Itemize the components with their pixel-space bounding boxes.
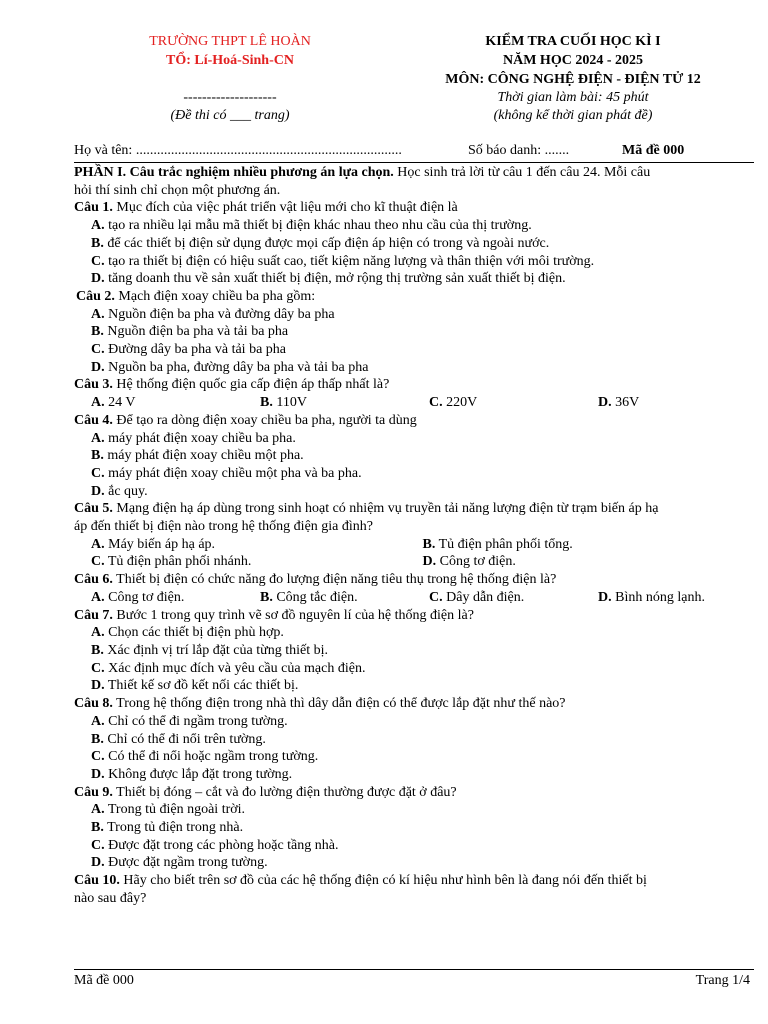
question-text: Mạch điện xoay chiều ba pha gồm: xyxy=(114,288,316,304)
exam-time: Thời gian làm bài: 45 phút xyxy=(497,90,649,105)
option-letter: C. xyxy=(429,395,443,411)
option-letter: C. xyxy=(91,342,105,358)
q9-option-c[interactable] xyxy=(74,837,754,855)
q3-option-c[interactable] xyxy=(429,394,598,412)
section-heading: PHẦN I. Câu trắc nghiệm nhiều phương án lựa chọn. xyxy=(74,165,394,180)
q7-option-b[interactable] xyxy=(74,642,754,660)
q1-option-c[interactable] xyxy=(74,253,754,271)
q9-option-b[interactable] xyxy=(74,819,754,837)
section-instruction-cont: hỏi thí sinh chỉ chọn một phương án. xyxy=(74,182,281,198)
option-text: 24 V xyxy=(104,395,136,411)
q5-option-d[interactable] xyxy=(423,553,755,571)
exam-content xyxy=(74,164,754,908)
q4-option-d[interactable] xyxy=(74,483,754,501)
option-text: tạo ra nhiều lại mẫu mã thiết bị điện khác nhau theo nhu cầu của thị trường. xyxy=(104,218,532,234)
q4-option-c[interactable] xyxy=(74,465,754,483)
option-text: Công tơ điện. xyxy=(104,589,185,605)
q7-option-d[interactable] xyxy=(74,677,754,695)
option-text: Không được lắp đặt trong tường. xyxy=(104,766,293,782)
option-text: Chọn các thiết bị điện phù hợp. xyxy=(104,625,284,641)
option-letter: A. xyxy=(91,589,105,605)
option-letter: D. xyxy=(91,855,105,871)
question-5 xyxy=(74,500,754,518)
q4-option-b[interactable] xyxy=(74,447,754,465)
option-letter: A. xyxy=(91,713,105,729)
option-text: Xác định mục đích và yêu cầu của mạch điện. xyxy=(104,660,366,676)
question-text: Bước 1 trong quy trình vẽ sơ đồ nguyên lí của hệ thống điện là? xyxy=(112,607,474,623)
school-year: NĂM HỌC 2024 - 2025 xyxy=(503,53,643,68)
exam-header xyxy=(0,32,768,127)
option-text: Có thể đi nổi hoặc ngầm trong tường. xyxy=(104,749,319,765)
option-letter: C. xyxy=(91,253,105,269)
option-text: ắc quy. xyxy=(104,483,148,499)
option-text: tạo ra thiết bị điện có hiệu suất cao, tiết kiệm năng lượng và thân thiện với môi trường. xyxy=(104,253,595,269)
question-9 xyxy=(74,784,754,802)
q4-option-a[interactable] xyxy=(74,430,754,448)
question-6 xyxy=(74,571,754,589)
option-text: tăng doanh thu về sản xuất thiết bị điện, mở rộng thị trường sản xuất thiết bị điện. xyxy=(104,271,566,287)
option-text: Tủ điện phân phối tổng. xyxy=(435,536,573,552)
option-letter: B. xyxy=(91,820,104,836)
question-5-cont: áp đến thiết bị điện nào trong hệ thống điện gia đình? xyxy=(74,519,373,535)
question-label: Câu 7. xyxy=(74,607,113,623)
question-text: Hãy cho biết trên sơ đồ của các hệ thống điện có kí hiệu như hình bên là đang nói đến thiết bị xyxy=(119,873,647,889)
option-text: Trong tủ điện ngoài trời. xyxy=(104,802,246,818)
option-text: Công tơ điện. xyxy=(436,554,516,570)
q3-option-d[interactable] xyxy=(598,394,639,412)
question-4 xyxy=(74,412,754,430)
option-text: Chỉ có thể đi nổi trên tường. xyxy=(103,731,266,747)
option-text: Trong tủ điện trong nhà. xyxy=(103,820,244,836)
option-letter: B. xyxy=(91,235,104,251)
option-text: Chỉ có thể đi ngầm trong tường. xyxy=(104,713,288,729)
option-letter: B. xyxy=(260,395,273,411)
option-letter: A. xyxy=(91,395,105,411)
question-10 xyxy=(74,872,754,890)
question-text: Mạng điện hạ áp dùng trong sinh hoạt có nhiệm vụ truyền tải năng lượng điện từ trạm biến áp hạ xyxy=(112,501,659,517)
option-letter: C. xyxy=(91,749,105,765)
option-text: Máy biến áp hạ áp. xyxy=(104,536,216,552)
question-text: Để tạo ra dòng điện xoay chiều ba pha, người ta dùng xyxy=(112,412,417,428)
option-text: Xác định vị trí lắp đặt của từng thiết bị. xyxy=(103,642,328,658)
q8-option-c[interactable] xyxy=(74,748,754,766)
option-letter: D. xyxy=(91,271,105,287)
q6-option-c[interactable] xyxy=(429,589,598,607)
option-text: Nguồn điện ba pha và đường dây ba pha xyxy=(104,306,335,322)
option-letter: A. xyxy=(91,430,105,446)
option-letter: C. xyxy=(429,589,443,605)
q8-option-b[interactable] xyxy=(74,731,754,749)
question-label: Câu 3. xyxy=(74,377,113,393)
q5-option-b[interactable] xyxy=(423,536,755,554)
question-label: Câu 10. xyxy=(74,873,120,889)
option-text: Nguồn ba pha, đường dây ba pha và tải ba pha xyxy=(104,359,369,375)
q2-option-b[interactable] xyxy=(74,323,754,341)
q1-option-d[interactable] xyxy=(74,270,754,288)
question-3 xyxy=(74,376,754,394)
option-letter: D. xyxy=(91,359,105,375)
option-letter: B. xyxy=(91,448,104,464)
option-letter: A. xyxy=(91,306,105,322)
q1-option-b[interactable] xyxy=(74,235,754,253)
exam-time-note: (không kể thời gian phát đề) xyxy=(493,108,653,123)
q5-options-row-1 xyxy=(74,536,754,554)
option-letter: B. xyxy=(91,642,104,658)
option-letter: B. xyxy=(260,589,273,605)
q8-option-a[interactable] xyxy=(74,713,754,731)
question-text: Hệ thống điện quốc gia cấp điện áp thấp nhất là? xyxy=(112,377,390,393)
header-divider xyxy=(74,162,754,163)
question-10-cont: nào sau đây? xyxy=(74,890,147,906)
option-letter: D. xyxy=(91,766,105,782)
question-text: Thiết bị điện có chức năng đo lượng điện năng tiêu thụ trong hệ thống điện là? xyxy=(112,572,557,588)
option-letter: A. xyxy=(91,536,105,552)
option-text: Công tắc điện. xyxy=(272,589,358,605)
q6-options xyxy=(74,589,754,607)
q5-option-a[interactable] xyxy=(91,536,423,554)
option-text: Bình nóng lạnh. xyxy=(611,589,705,605)
option-letter: D. xyxy=(91,678,105,694)
option-letter: B. xyxy=(91,731,104,747)
option-text: Thiết kế sơ đồ kết nối các thiết bị. xyxy=(104,678,299,694)
question-text: Trong hệ thống điện trong nhà thì dây dẫn điện có thể được lắp đặt như thế nào? xyxy=(112,696,566,712)
option-text: máy phát điện xoay chiều một pha. xyxy=(103,448,304,464)
q3-option-a[interactable] xyxy=(91,394,260,412)
option-text: máy phát điện xoay chiều ba pha. xyxy=(104,430,296,446)
pages-note: (Đề thi có ___ trang) xyxy=(170,108,290,123)
exam-title: KIỂM TRA CUỐI HỌC KÌ I xyxy=(485,34,661,49)
q9-option-a[interactable] xyxy=(74,801,754,819)
section-instruction: Học sinh trả lời từ câu 1 đến câu 24. Mỗi câu xyxy=(393,165,651,180)
student-info-line xyxy=(74,143,754,161)
option-text: để các thiết bị điện sử dụng được mọi cấp điện áp hiện có trong và ngoài nước. xyxy=(103,235,550,251)
q7-option-a[interactable] xyxy=(74,624,754,642)
question-label: Câu 6. xyxy=(74,572,113,588)
student-name-field[interactable]: Họ và tên: ............................................................................ xyxy=(74,143,402,158)
question-text: Mục đích của việc phát triển vật liệu mới cho kĩ thuật điện là xyxy=(112,200,458,216)
question-label: Câu 5. xyxy=(74,501,113,517)
option-text: Nguồn điện ba pha và tải ba pha xyxy=(103,324,289,340)
question-2 xyxy=(74,288,754,306)
question-label: Câu 9. xyxy=(74,784,113,800)
q9-option-d[interactable] xyxy=(74,854,754,872)
option-letter: C. xyxy=(91,465,105,481)
option-letter: D. xyxy=(598,589,612,605)
option-letter: D. xyxy=(598,395,612,411)
question-label: Câu 1. xyxy=(74,200,113,216)
exam-code: Mã đề 000 xyxy=(622,143,685,158)
option-letter: D. xyxy=(91,483,105,499)
q8-option-d[interactable] xyxy=(74,766,754,784)
q2-option-a[interactable] xyxy=(74,306,754,324)
option-text: 36V xyxy=(611,395,640,411)
q2-option-c[interactable] xyxy=(74,341,754,359)
option-text: 110V xyxy=(272,395,307,411)
q3-option-b[interactable] xyxy=(260,394,429,412)
question-label: Câu 2. xyxy=(76,288,115,304)
q2-option-d[interactable] xyxy=(74,359,754,377)
question-1 xyxy=(74,199,754,217)
q6-option-b[interactable] xyxy=(260,589,429,607)
question-label: Câu 4. xyxy=(74,412,113,428)
option-letter: B. xyxy=(422,536,436,552)
q3-options xyxy=(74,394,754,412)
option-letter: C. xyxy=(91,554,105,570)
q7-option-c[interactable] xyxy=(74,660,754,678)
question-7 xyxy=(74,607,754,625)
option-letter: D. xyxy=(422,554,437,570)
question-label: Câu 8. xyxy=(74,696,113,712)
option-text: 220V xyxy=(442,395,478,411)
q1-option-a[interactable] xyxy=(74,217,754,235)
question-text: Thiết bị đóng – cắt và đo lường điện thường được đặt ở đâu? xyxy=(112,784,457,800)
footer-exam-code: Mã đề 000 xyxy=(74,973,134,988)
option-letter: A. xyxy=(91,625,105,641)
footer-page-number: Trang 1/4 xyxy=(695,973,750,988)
q6-option-d[interactable] xyxy=(598,589,705,607)
q5-options-row-2 xyxy=(74,553,754,571)
option-text: máy phát điện xoay chiều một pha và ba pha. xyxy=(104,465,362,481)
student-id-field[interactable]: Số báo danh: ....... xyxy=(468,143,570,158)
header-separator: -------------------- xyxy=(183,90,277,105)
option-text: Đường dây ba pha và tải ba pha xyxy=(104,342,287,358)
question-8 xyxy=(74,695,754,713)
q6-option-a[interactable] xyxy=(91,589,260,607)
option-letter: B. xyxy=(91,324,104,340)
option-letter: A. xyxy=(91,802,105,818)
option-text: Được đặt trong các phòng hoặc tầng nhà. xyxy=(104,837,339,853)
option-letter: C. xyxy=(91,837,105,853)
option-letter: C. xyxy=(91,660,105,676)
q5-option-c[interactable] xyxy=(91,553,423,571)
option-text: Dây dẫn điện. xyxy=(442,589,525,605)
footer-divider xyxy=(74,969,754,970)
department-name: TỔ: Lí-Hoá-Sinh-CN xyxy=(166,53,294,68)
subject-title: MÔN: CÔNG NGHỆ ĐIỆN - ĐIỆN TỬ 12 xyxy=(445,72,701,87)
school-name: TRƯỜNG THPT LÊ HOÀN xyxy=(149,34,311,49)
section-title xyxy=(74,164,754,182)
option-text: Tủ điện phân phối nhánh. xyxy=(104,554,252,570)
option-letter: A. xyxy=(91,218,105,234)
option-text: Được đặt ngầm trong tường. xyxy=(104,855,268,871)
